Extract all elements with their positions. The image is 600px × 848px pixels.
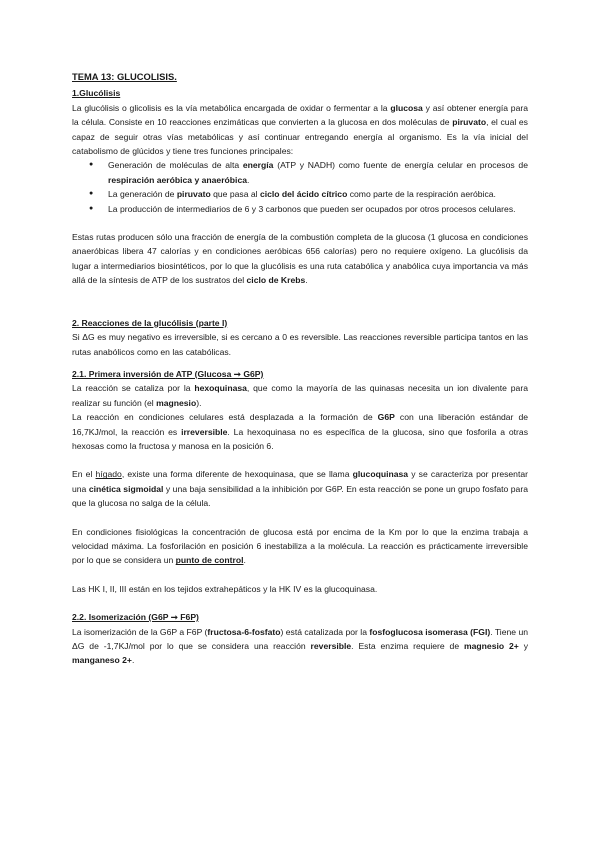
section-2-2-heading: 2.2. Isomerización (G6P ➞ F6P) xyxy=(72,612,199,623)
section-2-1-paragraph-4: En condiciones fisiológicas la concentración de glucosa está por encima de la Km por lo que la enzima trabaja a velocidad máxima. La fosforilación en posición 6 inestabiliza a la molécula. La reacción es prácticamente irreversible por lo que se considera un punto de control. xyxy=(72,526,528,566)
functions-list xyxy=(72,158,528,216)
section-2-1-paragraph-3: En el hígado, existe una forma diferente de hexoquinasa, que se llama glucoquinasa y se caracteriza por presentar una cinética sigmoidal y una baja sensibilidad a la inhibición por G6P. En esta reacción se pone un grupo fosfato para que la glucosa no salga de la célula. xyxy=(72,469,528,509)
section-2-1-paragraph-5: Las HK I, II, III están en los tejidos extrahepáticos y la HK IV es la glucoquinasa. xyxy=(72,583,378,594)
list-item: ● La producción de intermediarios de 6 y 3 carbonos que pueden ser ocupados por otros procesos celulares. xyxy=(108,202,528,216)
section-2-1-paragraph-2: La reacción en condiciones celulares está desplazada a la formación de G6P con una liberación estándar de 16,7KJ/mol, la reacción es irreversible. La hexoquinasa no es específica de la glucosa, sino que fosforila a otras hexosas como la fructosa y manosa en la posición 6. xyxy=(72,412,529,451)
section-1-heading: 1.Glucólisis xyxy=(72,88,121,99)
list-item: ● Generación de moléculas de alta energía (ATP y NADH) como fuente de energía celular en procesos de respiración aeróbica y anaeróbica. xyxy=(108,158,528,187)
section-2-heading: 2. Reacciones de la glucólisis (parte I) xyxy=(72,317,228,328)
section-2-2-paragraph: La isomerización de la G6P a F6P (fructosa-6-fosfato) está catalizada por la fosfoglucosa isomerasa (FGI). Tiene un ΔG de -1,7KJ/mol por lo que se considera una reacción reversible. Esta enzima requiere de magnesio 2+ y manganeso 2+. xyxy=(72,626,528,666)
section-2-1-heading: 2.1. Primera inversión de ATP (Glucosa ➞ G6P) xyxy=(72,368,264,379)
section-2-paragraph: Si ΔG es muy negativo es irreversible, si es cercano a 0 es reversible. Las reacciones reversible participa tantos en las rutas anabólicos como en las catabólicas. xyxy=(72,332,528,357)
list-item: ● La generación de piruvato que pasa al ciclo del ácido cítrico como parte de la respiración aeróbica. xyxy=(108,187,528,201)
section-1-intro: La glucólisis o glicolisis es la vía metabólica encargada de oxidar o fermentar a la glucosa y así obtener energía para la célula. Consiste en 10 reacciones enzimáticas que convierten a la glucosa en dos moléculas de piruvato, el cual es capaz de seguir otras vías metabólicas y así continuar entregando energía al organismo. Es la vía inicial del catabolismo de glúcidos y tiene tres funciones principales: xyxy=(72,102,528,157)
section-2-1-paragraph-1: La reacción se cataliza por la hexoquinasa, que como la mayoría de las quinasas necesita un ion divalente para realizar su función (el magnesio). xyxy=(72,383,528,408)
page-title: TEMA 13: GLUCOLISIS. xyxy=(72,71,177,82)
document-page xyxy=(72,70,528,668)
section-1-paragraph-2: Estas rutas producen sólo una fracción de energía de la combustión completa de la glucosa (1 glucosa en condiciones anaeróbicas libera 47 calorías y en condiciones aeróbicas 656 calorías) pero no requiere oxígeno. La glucólisis da lugar a intermediarios biosintéticos, por lo que la glucólisis es una ruta catabólica y anabólica cuya importancia va más allá de la síntesis de ATP de los sustratos del ciclo de Krebs. xyxy=(72,232,528,286)
